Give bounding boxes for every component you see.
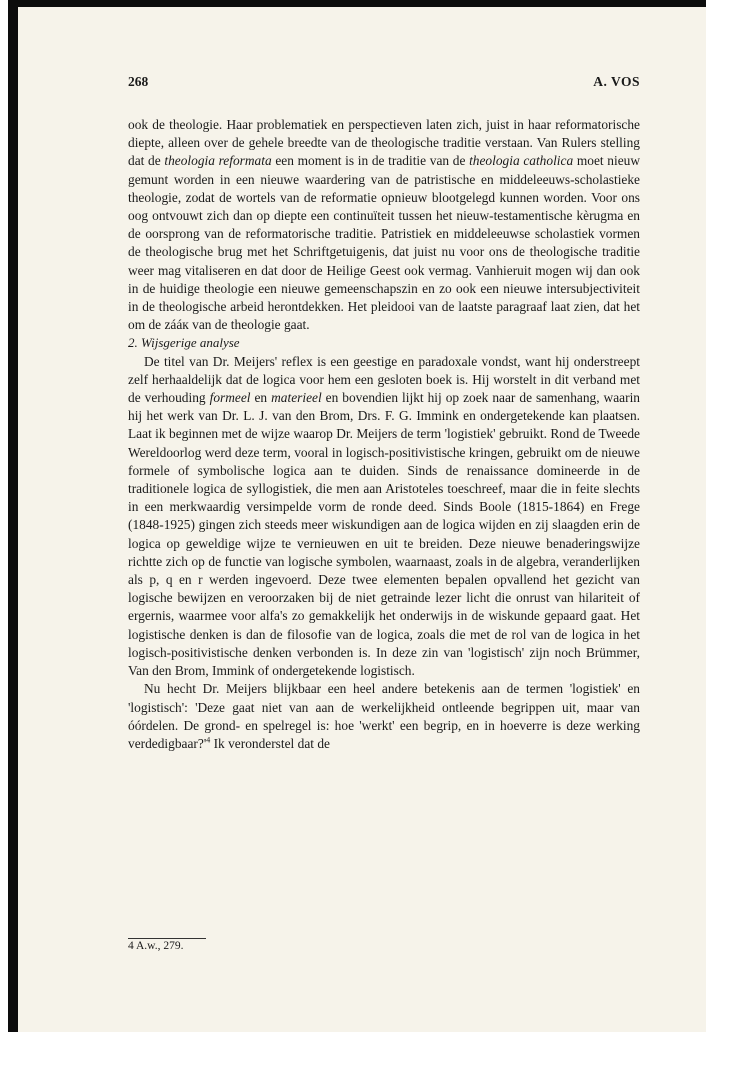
footnote: 4 A.w., 279. xyxy=(128,940,184,952)
running-header xyxy=(128,74,640,96)
footnote-rule xyxy=(128,938,206,939)
body-text xyxy=(128,116,640,753)
paragraph-2: De titel van Dr. Meijers' reflex is een geestige en paradoxale vondst, want hij onderstreept zelf herhaaldelijk dat de logica voor hem een gesloten boek is. Hij worstelt in dit verband met de verhouding formeel en materieel en bovendien lijkt hij op zoek naar de samenhang, waarin hij het werk van Dr. L. J. van den Brom, Drs. F. G. Immink en ondergetekende kan plaatsen. Laat ik beginnen met de wijze waarop Dr. Meijers de term 'logistiek' gebruikt. Rond de Tweede Wereldoorlog werd deze term, vooral in logisch-positivistische kringen, gebruikt om de nieuwe formele of symbolische logica aan te duiden. Sinds de renaissance domineerde in de traditionele logica de syllogistiek, die men aan Aristoteles toeschreef, maar die in feite slechts in een merkwaardig versimpelde vorm de ronde deed. Sinds Boole (1815-1864) en Frege (1848-1925) gingen zich steeds meer wiskundigen aan de logica wijden en zij slaagden erin de logica op geweldige wijze te vernieuwen en uit te breiden. Deze nieuwe benaderingswijze richtte zich op de functie van logische symbolen, waarnaast, zoals in de algebra, veranderlijken als p, q en r werden ingevoerd. Deze twee elementen bepalen opvallend het gezicht van logische bewijzen en veroorzaken bij de niet getrainde lezer licht die onrust van hilariteit of ergernis, waarmee voor alfa's zo gemakkelijk het onderwijs in de wiskunde gepaard gaat. Het logistische denken is dan de filosofie van de logica, zoals die met de rol van de logica in het logisch-positivistische denken verbonden is. In deze zin van 'logistisch' zijn noch Brümmer, Van den Brom, Immink of ondergetekende logistisch. xyxy=(128,353,640,679)
page-number: 268 xyxy=(128,74,149,89)
footnote-marker: 4 xyxy=(206,735,211,745)
scan-border-left xyxy=(8,0,18,1032)
section-heading: 2. Wijsgerige analyse xyxy=(128,335,240,351)
paragraph-1: ook de theologie. Haar problematiek en perspectieven laten zich, juist in haar reformatorische diepte, alleen over de gehele breedte van de theologische traditie verstaan. Van Rulers stelling dat de theologia reformata een moment is in de traditie van de theologia catholica moet nieuw gemunt worden in een nieuwe waardering van de patristische en middeleeuws-scholastieke theologie, zodat de wortels van de reformatie opnieuw blootgelegd kunnen worden. Voor ons oog ontvouwt zich dan op diepte een continuïteit tussen het nieuw-testamentische kèrugma en de oorsprong van de reformatorische traditie. Patristiek en middeleeuwse scholastiek vormen de theologische brug met het Schriftgetuigenis, dat juist nu voor ons de theologische traditie weer mag vitaliseren en dat door de Heilige Geest ook vermag. Vanhieruit mogen wij dan ook in de huidige theologie een nieuwe gemeenschapszin en zo ook een nieuwe intersubjectiviteit in de theologische arbeid herontdekken. Het pleidooi van de laatste paragraaf laat zien, dat het om de zááк van de theologie gaat. xyxy=(128,117,640,333)
author-name: A. VOS xyxy=(593,74,640,89)
scan-border-top xyxy=(8,0,706,7)
paragraph-3: Nu hecht Dr. Meijers blijkbaar een heel andere betekenis aan de termen 'logistiek' en 'logistisch': 'Deze gaat niet van aan de werkelijkheid ontleende begrippen uit, maar van óórdelen. De grond- en spelregel is: hoe 'werkt' een begrip, en in hoeverre is deze werking $verdedigbaar?'^4$ Ik veronderstel dat de xyxy=(128,681,640,751)
